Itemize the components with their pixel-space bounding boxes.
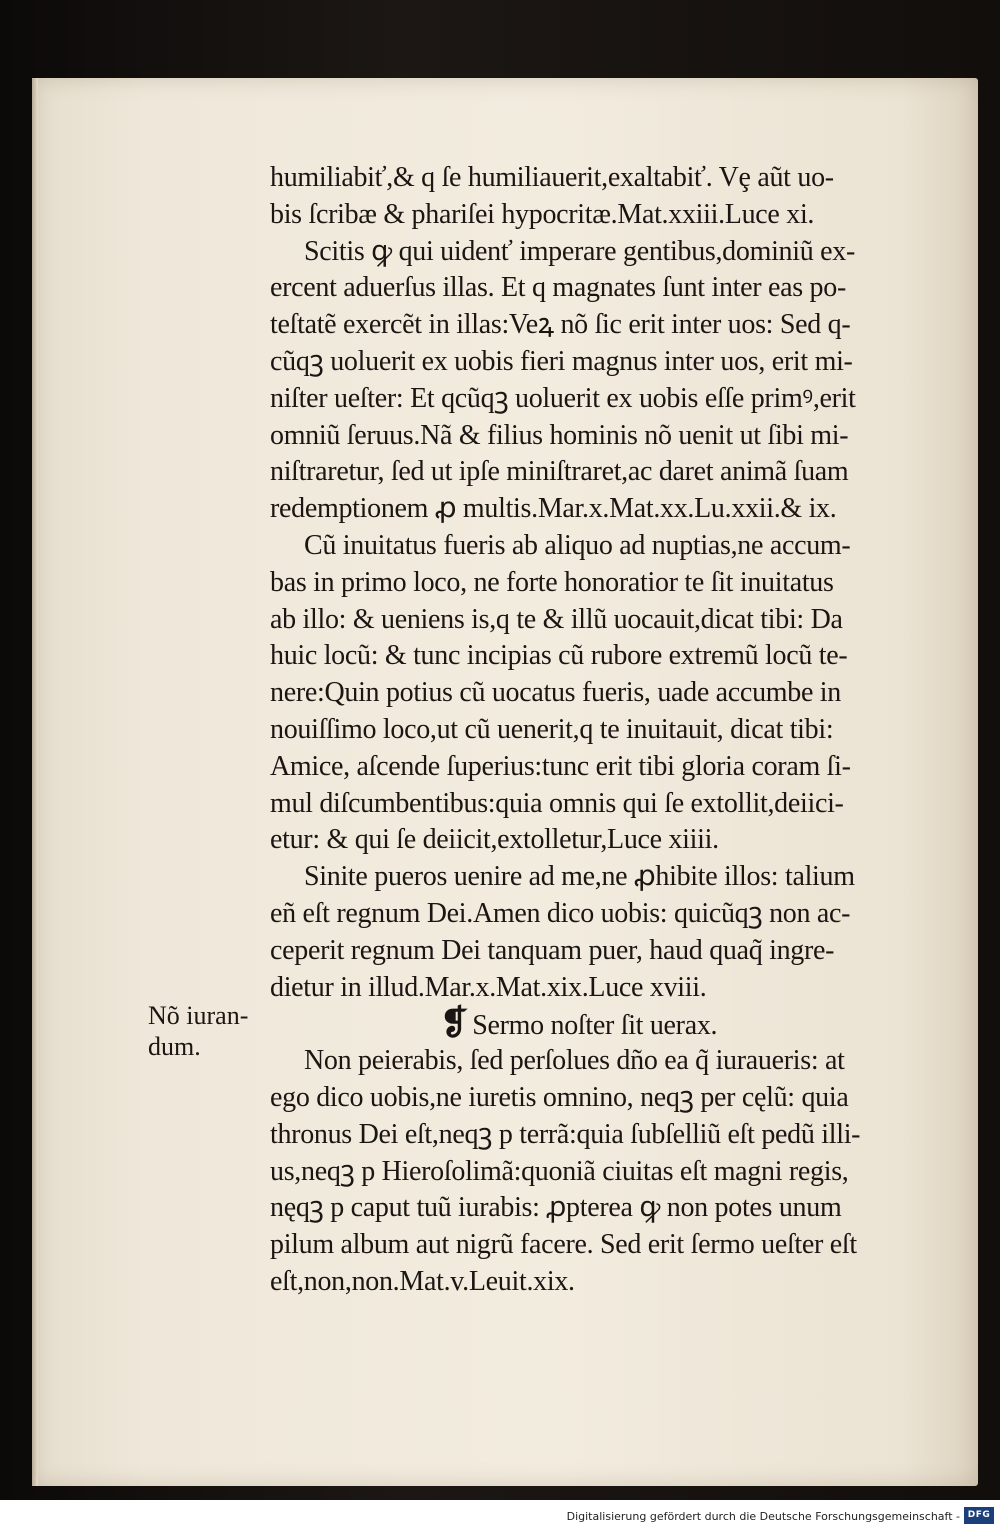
funding-credit: Digitalisierung gefördert durch die Deutsche Forschungsgemeinschaft - (566, 1510, 960, 1523)
text-line: huic locũ: & tunc incipias cũ rubore extremũ locũ te- (270, 640, 848, 672)
paragraph-mark-icon: ❡ (440, 1005, 469, 1043)
dfg-logo: DFG (964, 1507, 994, 1524)
text-line: Cũ inuitatus fueris ab aliquo ad nuptias,ne accum- (304, 529, 851, 561)
section-heading (270, 1006, 930, 1043)
main-text-block (270, 160, 930, 1301)
text-line: eñ eſt regnum Dei.Amen dico uobis: quicũqꝫ non ac- (270, 897, 851, 929)
text-line: Scitis ꝙ qui uidenť imperare gentibus,dominiũ ex- (304, 235, 855, 267)
text-line: ab illo: & ueniens is,q te & illũ uocauit,dicat tibi: Da (270, 603, 843, 635)
text-line: niſtraretur, ſed ut ipſe miniſtraret,ac daret animã ſuam (270, 456, 849, 488)
marginal-note (148, 1000, 268, 1062)
text-line: Sinite pueros uenire ad me,ne ꝓhibite illos: talium (304, 861, 855, 893)
text-line: pilum album aut nigrũ facere. Sed erit ſermo ueſter eſt (270, 1229, 857, 1261)
text-line: nęqꝫ p caput tuũ iurabis: ꝓpterea ꝙ non potes unum (270, 1192, 842, 1224)
page-edge-shadow (32, 78, 38, 1486)
text-line: Amice, aſcende ſuperius:tunc erit tibi gloria coram ſi- (270, 750, 851, 782)
text-line: mul diſcumbentibus:quia omnis qui ſe extollit,deiici- (270, 787, 844, 819)
text-line: teſtatẽ exercẽt in illas:Veꝝ nõ ſic erit inter uos: Sed q- (270, 309, 851, 341)
text-line: Non peierabis, ſed perſolues dño ea q̃ iuraueris: at (304, 1045, 845, 1077)
text-line: bas in primo loco, ne forte honoratior te ſit inuitatus (270, 566, 834, 598)
text-line: ceperit regnum Dei tanquam puer, haud quaq̃ ingre- (270, 934, 835, 966)
text-line: dietur in illud.Mar.x.Mat.xix.Luce xviii. (270, 971, 707, 1003)
text-line: niſter ueſter: Et qcũqꝫ uoluerit ex uobis eſſe primꝰ,erit (270, 382, 856, 414)
text-line: etur: & qui ſe deiicit,extolletur,Luce xiiii. (270, 824, 719, 856)
marginal-note-line: Nõ iuran- (148, 1001, 249, 1030)
text-line: ercent aduerſus illas. Et q magnates ſunt inter eas po- (270, 272, 846, 304)
text-line: cũqꝫ uoluerit ex uobis fieri magnus inter uos, erit mi- (270, 345, 853, 377)
footer-bar (0, 1500, 1000, 1535)
text-line: ego dico uobis,ne iuretis omnino, neqꝫ per cęlũ: quia (270, 1081, 849, 1113)
section-heading-text: Sermo noſter ſit uerax. (472, 1010, 718, 1042)
text-line: redemptionem ꝓ multis.Mar.x.Mat.xx.Lu.xxii.& ix. (270, 493, 837, 525)
text-line: omniũ ſeruus.Nã & filius hominis nõ uenit ut ſibi mi- (270, 419, 849, 451)
text-line: us,neqꝫ p Hieroſolimã:quoniã ciuitas eſt magni regis, (270, 1155, 849, 1187)
text-line: nouiſſimo loco,ut cũ uenerit,q te inuitauit, dicat tibi: (270, 713, 834, 745)
marginal-note-line: dum. (148, 1032, 201, 1061)
text-line: eſt,non,non.Mat.v.Leuit.xix. (270, 1265, 575, 1297)
text-line: humiliabiť,& q ſe humiliauerit,exaltabiť. Vȩ aũt uo- (270, 162, 834, 193)
text-line: nere:Quin potius cũ uocatus fueris, uade accumbe in (270, 677, 841, 709)
text-line: thronus Dei eſt,neqꝫ p terrã:quia ſubſelliũ eſt pedũ illi- (270, 1118, 861, 1150)
text-line: bis ſcribæ & phariſei hypocritæ.Mat.xxiii.Luce xi. (270, 198, 815, 230)
